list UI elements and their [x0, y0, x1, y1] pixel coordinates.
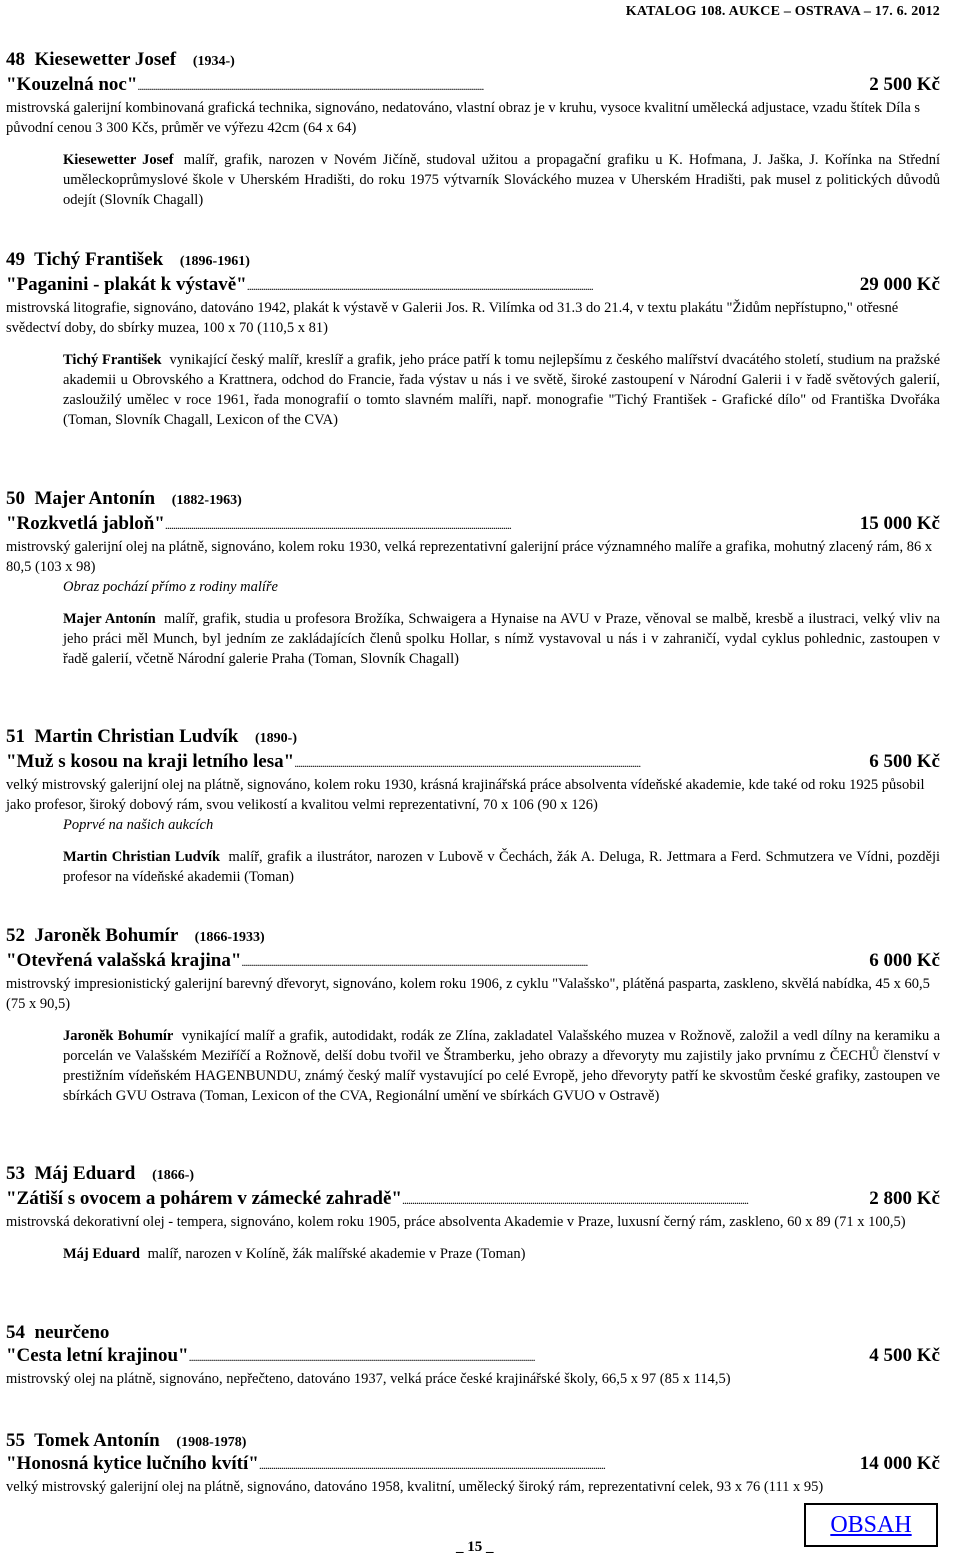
lot-53	[6, 1162, 940, 1264]
lot-49	[6, 248, 940, 430]
lot-title: "Muž s kosou na kraji letního lesa"	[6, 751, 295, 772]
lot-dates: (1896-1961)	[179, 254, 250, 269]
bio-name: Máj Eduard	[63, 1246, 140, 1262]
lot-dates: (1890-)	[255, 731, 298, 746]
lot-author: Tichý František	[34, 249, 164, 270]
bio-name: Martin Christian Ludvík	[63, 849, 221, 865]
lot-title: "Kouzelná noc"	[6, 74, 138, 95]
lot-description: velký mistrovský galerijní olej na plátně, signováno, datováno 1958, kvalitní, umělecký široký rám, reprezentativní celek, 93 x 76 (111 x 95)	[6, 1479, 824, 1495]
bio-name: Tichý František	[63, 352, 162, 368]
lot-dates: (1866-)	[152, 1168, 195, 1183]
lot-number: 53	[6, 1163, 25, 1184]
lot-note: Poprvé na našich aukcích	[63, 817, 214, 833]
bio-name: Kiesewetter Josef	[63, 152, 174, 168]
catalog-header: KATALOG 108. AUKCE – OSTRAVA – 17. 6. 2012	[625, 4, 940, 19]
lot-bio	[63, 1026, 940, 1106]
lot-55	[6, 1429, 840, 1454]
lot-author: Máj Eduard	[34, 1163, 136, 1184]
lot-title: "Rozkvetlá jabloň"	[6, 513, 165, 534]
lot-author: Martin Christian Ludvík	[34, 726, 239, 747]
bio-text: malíř, narozen v Kolíně, žák malířské akademie v Praze (Toman)	[147, 1246, 526, 1262]
lot-author: Kiesewetter Josef	[34, 49, 177, 70]
lot-price: 14 000 Kč	[859, 1453, 940, 1474]
obsah-link[interactable]: OBSAH	[804, 1503, 938, 1547]
lot-description: mistrovská galerijní kombinovaná grafická technika, signováno, nedatováno, vlastní obraz je v kruhu, vysoce kvalitní umělecká adjustace, vzadu štítek Díla s původní cenou 3 300 Kčs, průměr ve výřezu 42cm (64 x 64)	[6, 100, 921, 136]
lot-price: 2 500 Kč	[869, 74, 940, 95]
lot-title: "Zátiší s ovocem a pohárem v zámecké zahradě"	[6, 1188, 402, 1209]
lot-price: 2 800 Kč	[869, 1188, 940, 1209]
lot-50	[6, 487, 940, 669]
lot-author: Jaroněk Bohumír	[34, 925, 178, 946]
lot-48	[6, 48, 940, 210]
lot-dates: (1866-1933)	[194, 930, 265, 945]
lot-number: 51	[6, 726, 25, 747]
leader-dots	[241, 950, 865, 974]
lot-price: 4 500 Kč	[869, 1345, 940, 1366]
lot-author: Tomek Antonín	[34, 1430, 160, 1451]
lot-bio	[63, 609, 940, 669]
lot-52	[6, 924, 940, 1106]
lot-description: mistrovský galerijní olej na plátně, signováno, kolem roku 1930, velká reprezentativní galerijní práce významného malíře a grafika, mohutný zlacený rám, 86 x 80,5 (103 x 98)	[6, 539, 933, 575]
bio-text: vynikající malíř a grafik, autodidakt, rodák ze Zlína, zakladatel Valašského muzea v Rožnově, založil a vedl dílny na keramiku a porcelán ve Valašském Meziříčí a Rožnově, delší dobu tvořil ve Štramberku, jeho obrazy a dřevoryty mu zajistily jako prvnímu z ČECHŮ členství v prestižním vídeňském HAGENBUNDU, známý český malíř vystavující po celé Evropě, jeho dřevoryty patří ke skvostům české grafiky, zastoupen ve sbírkách GVU Ostrava (Toman, Lexicon of the CVA, Regionální umění ve sbírkách GVUO v Ostravě)	[63, 1028, 941, 1104]
lot-dates: (1882-1963)	[171, 493, 242, 508]
lot-number: 50	[6, 488, 25, 509]
lot-bio	[63, 150, 940, 210]
lot-price: 6 000 Kč	[869, 950, 940, 971]
lot-price: 6 500 Kč	[869, 751, 940, 772]
lot-54	[6, 1321, 940, 1389]
lot-description: mistrovský impresionistický galerijní barevný dřevoryt, signováno, kolem roku 1906, z cyklu "Valašsko", plátěná pasparta, zaskleno, skvělá nabídka, 45 x 60,5 (75 x 90,5)	[6, 976, 930, 1012]
lot-title: "Paganini - plakát k výstavě"	[6, 274, 247, 295]
lot-title: "Honosná kytice lučního kvítí"	[6, 1453, 259, 1474]
bio-name: Majer Antonín	[63, 611, 156, 627]
lot-number: 55	[6, 1430, 25, 1451]
lot-number: 48	[6, 49, 25, 70]
lot-number: 54	[6, 1322, 25, 1343]
leader-dots	[247, 274, 856, 298]
page-number: _ 15 _	[456, 1539, 494, 1555]
lot-description: mistrovská litografie, signováno, datováno 1942, plakát k výstavě v Galerii Jos. R. Vilímka od 31.3 do 21.4, v textu plakátu "Židům nepřístupno," otřesné svědectví doby, do sbírky muzea, 100 x 70 (110,5 x 81)	[6, 300, 899, 336]
lot-number: 52	[6, 925, 25, 946]
bio-text: malíř, grafik, studia u profesora Brožíka, Schwaigera a Hynaise na AVU v Praze, věnoval se malbě, kresbě a ilustraci, velký vliv na jeho práci měl Munch, byl jedním ze zakládajících členů spolku Hollar, s nímž vystavoval u nás i v zahraničí, vydal cyklus pohlednic, zastoupen v řadě galerií, včetně Národní galerie Praha (Toman, Slovník Chagall)	[63, 611, 940, 667]
lot-description: mistrovský olej na plátně, signováno, nepřečteno, datováno 1937, velká práce české krajinářské školy, 66,5 x 97 (85 x 114,5)	[6, 1371, 731, 1387]
leader-dots	[294, 751, 865, 775]
lot-bio	[63, 847, 940, 887]
lot-number: 49	[6, 249, 25, 270]
leader-dots	[402, 1188, 865, 1212]
leader-dots	[165, 513, 856, 537]
lot-51	[6, 725, 940, 887]
bio-text: malíř, grafik, narozen v Novém Jičíně, studoval užitou a propagační grafiku u K. Hofmana, J. Jaška, J. Kořínka na Střední uměleckoprůmyslové škole v Uherském Hradišti, do roku 1975 výtvarník Slováckého muzea v Uherském Hradišti, pak musel z politických důvodů odejít (Slovník Chagall)	[63, 152, 941, 208]
leader-dots	[259, 1453, 856, 1477]
lot-description: mistrovská dekorativní olej - tempera, signováno, kolem roku 1905, práce absolventa Akademie v Praze, luxusní černý rám, zaskleno, 60 x 89 (71 x 100,5)	[6, 1214, 906, 1230]
lot-author: Majer Antonín	[34, 488, 156, 509]
lot-bio	[63, 350, 940, 430]
lot-price: 15 000 Kč	[859, 513, 940, 534]
bio-text: malíř, grafik a ilustrátor, narozen v Lubově v Čechách, žák A. Deluga, R. Jettmara a Ferd. Schmutzera ve Vídni, později profesor na vídeňské akademii (Toman)	[63, 849, 941, 885]
lot-dates: (1908-1978)	[176, 1435, 247, 1450]
lot-title: "Otevřená valašská krajina"	[6, 950, 242, 971]
bio-name: Jaroněk Bohumír	[63, 1028, 174, 1044]
leader-dots	[189, 1345, 866, 1369]
lot-dates: (1934-)	[192, 54, 235, 69]
lot-55-body	[6, 1452, 940, 1497]
lot-author: neurčeno	[34, 1322, 110, 1343]
lot-description: velký mistrovský galerijní olej na plátně, signováno, kolem roku 1930, krásná krajinářská práce absolventa vídeňské akademie, kde také od roku 1925 působil jako profesor, široký dobový rám, svou velikostí a kvalitou velmi reprezentativní, 70 x 106 (90 x 126)	[6, 777, 925, 813]
leader-dots	[137, 74, 865, 98]
lot-title: "Cesta letní krajinou"	[6, 1345, 189, 1366]
lot-price: 29 000 Kč	[859, 274, 940, 295]
lot-note: Obraz pochází přímo z rodiny malíře	[63, 579, 278, 595]
bio-text: vynikající český malíř, kreslíř a grafik, jeho práce patří k tomu nejlepšímu z českého malířství dvacátého století, studium na pražské akademii u Obrovského a Krattnera, odchod do Francie, řada výstav u nás i ve světě, široké zastoupení v Národní Galerii i v řadě světových galerií, zasloužilý umělec v roce 1961, řada monografií o tomto slavném malíři, např. monografie "Tichý František - Grafické dílo" od Františka Dvořáka (Toman, Slovník Chagall, Lexicon of the CVA)	[63, 352, 941, 428]
lot-bio	[63, 1244, 940, 1264]
